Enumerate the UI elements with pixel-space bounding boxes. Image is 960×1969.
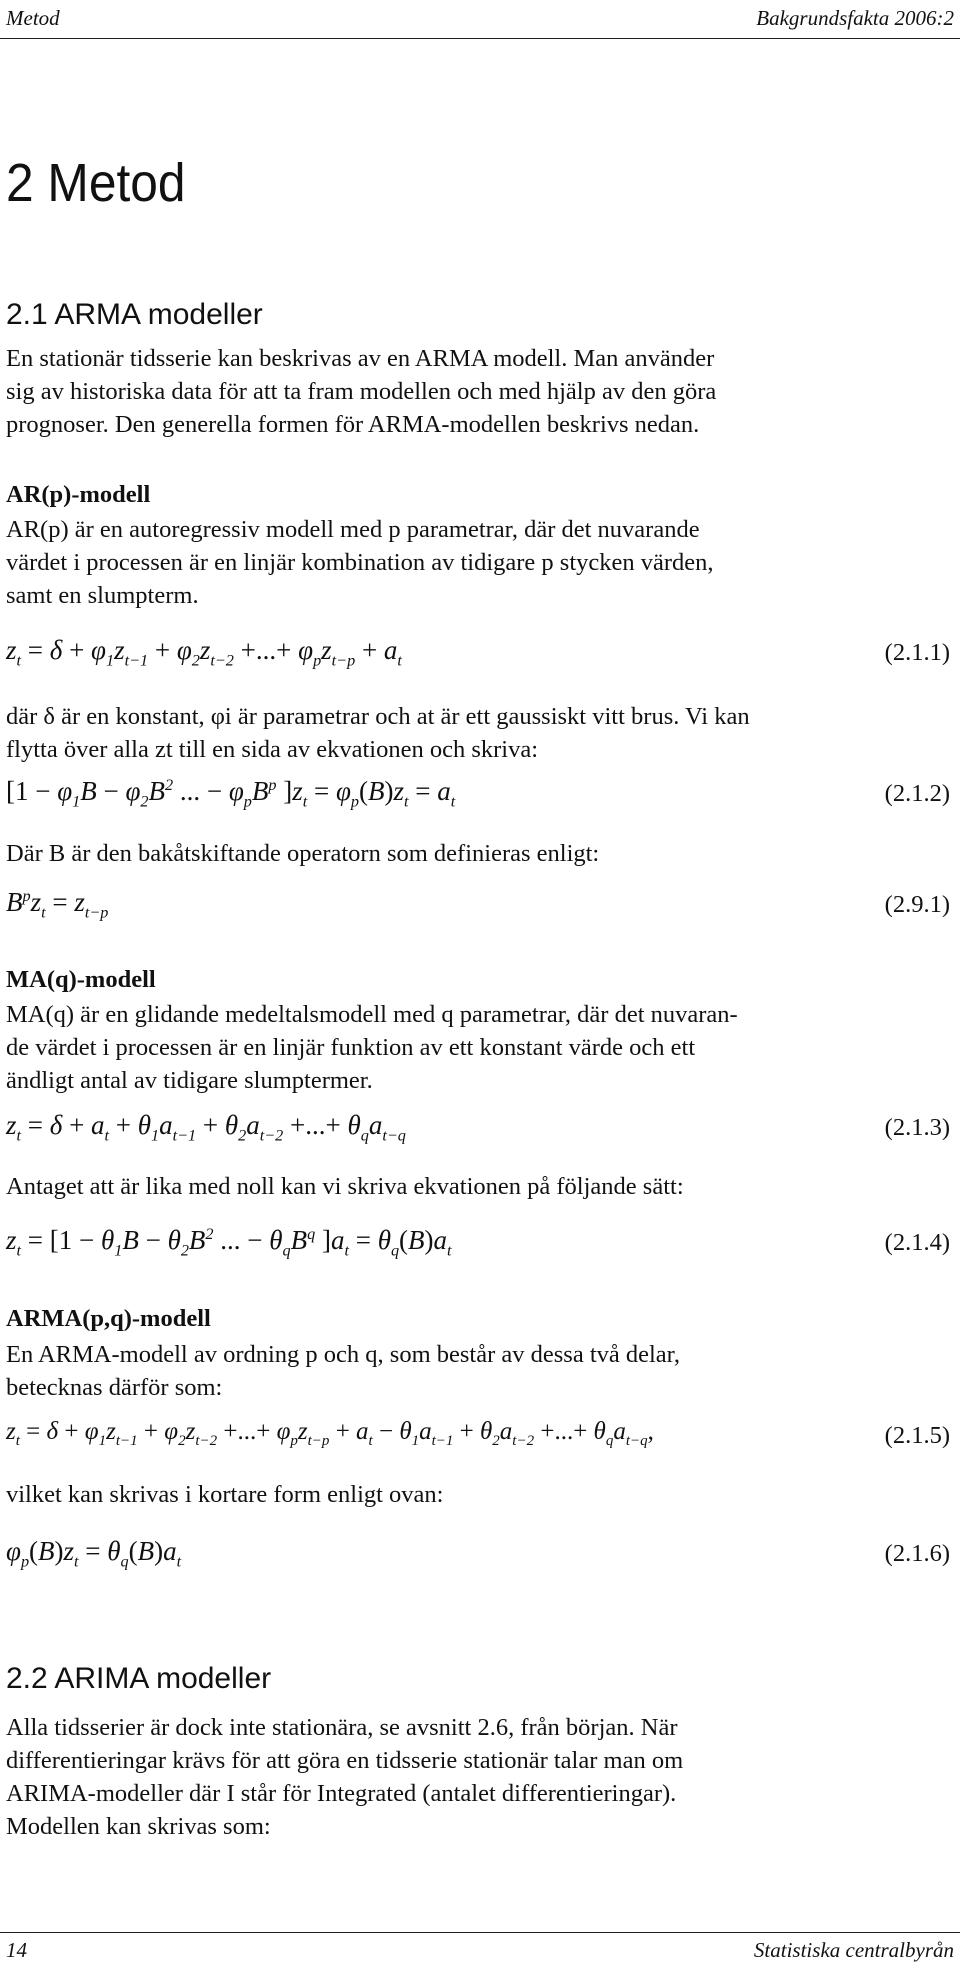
text-line: prognoser. Den generella formen för ARMA-modellen beskrivs nedan. bbox=[6, 411, 700, 438]
equation-formula: $z_t = \delta + \varphi_1z_{t-1} + \varphi_2z_{t-2}$ +...+ $\varphi_pz_{t-p} + a_t - \theta_1a_{t-1} + \theta_2a_{t-2}$ +...+ $\theta_qa_{t-q}$, bbox=[6, 1418, 654, 1449]
text-line: Alla tidsserier är dock inte stationära, se avsnitt 2.6, från början. När bbox=[6, 1714, 678, 1741]
text-line: En stationär tidsserie kan beskrivas av en ARMA modell. Man använder bbox=[6, 345, 715, 372]
text-line: samt en slumpterm. bbox=[6, 582, 199, 609]
equation-formula: $z_t = \delta + \varphi_1z_{t-1} + \varphi_2z_{t-2}$ +...+ $\varphi_pz_{t-p} + a_t$ bbox=[6, 635, 402, 670]
footer-rule bbox=[0, 1932, 960, 1933]
text-line: ändligt antal av tidigare slumptermer. bbox=[6, 1067, 373, 1094]
ar-noise-paragraph bbox=[6, 700, 950, 766]
arima-paragraph bbox=[6, 1711, 950, 1843]
equation-formula: [$1 - \varphi_1B - \varphi_2B^2$ ... − $\varphi_pB^p$ ]$z_t = \varphi_p(B)z_t = a_t$ bbox=[6, 776, 456, 811]
equation-2-1-5 bbox=[6, 1418, 950, 1458]
publisher-name: Statistiska centralbyrån bbox=[753, 1938, 954, 1962]
ma-assumption-paragraph: Antaget att är lika med noll kan vi skriva ekvationen på följande sätt: bbox=[6, 1173, 684, 1200]
equation-number: (2.1.2) bbox=[884, 780, 950, 807]
text-line: En ARMA-modell av ordning p och q, som består av dessa två delar, bbox=[6, 1341, 680, 1368]
equation-number: (2.1.3) bbox=[884, 1114, 950, 1141]
equation-2-1-1 bbox=[6, 635, 950, 675]
text-line: ARIMA-modeller där I står för Integrated (antalet differentieringar). bbox=[6, 1780, 677, 1807]
equation-2-1-2 bbox=[6, 776, 950, 816]
equation-number: (2.1.1) bbox=[884, 639, 950, 666]
equation-number: (2.1.5) bbox=[884, 1422, 950, 1449]
equation-2-9-1 bbox=[6, 887, 950, 927]
chapter-title: 2 Metod bbox=[6, 153, 186, 213]
section-title-arma: 2.1 ARMA modeller bbox=[6, 298, 263, 331]
equation-formula: $B^pz_t = z_{t-p}$ bbox=[6, 887, 109, 922]
text-line: AR(p) är en autoregressiv modell med p parametrar, där det nuvarande bbox=[6, 516, 700, 543]
running-header-left: Metod bbox=[6, 6, 60, 30]
arma-intro-paragraph bbox=[6, 342, 950, 441]
text-line: betecknas därför som: bbox=[6, 1374, 223, 1401]
ar-model-description bbox=[6, 513, 950, 612]
equation-formula: $z_t = \delta + a_t + \theta_1a_{t-1} + \theta_2a_{t-2}$ +...+ $\theta_qa_{t-q}$ bbox=[6, 1110, 406, 1145]
header-rule bbox=[0, 38, 960, 39]
equation-formula: $z_t = [1 - \theta_1B - \theta_2B^2$ ... − $\theta_qB^q$ ]$a_t = \theta_q(B)a_t$ bbox=[6, 1225, 452, 1260]
text-line: flytta över alla zt till en sida av ekvationen och skriva: bbox=[6, 736, 539, 763]
equation-number: (2.1.6) bbox=[884, 1540, 950, 1567]
equation-number: (2.1.4) bbox=[884, 1229, 950, 1256]
equation-formula: $\varphi_p(B)z_t = \theta_q(B)a_t$ bbox=[6, 1536, 182, 1571]
backshift-paragraph: Där B är den bakåtskiftande operatorn som definieras enligt: bbox=[6, 840, 600, 867]
text-line: differentieringar krävs för att göra en tidsserie stationär talar man om bbox=[6, 1747, 684, 1774]
ma-model-description bbox=[6, 998, 950, 1097]
text-line: MA(q) är en glidande medeltalsmodell med q parametrar, där det nuvaran- bbox=[6, 1001, 738, 1028]
equation-2-1-6 bbox=[6, 1536, 950, 1576]
equation-2-1-3 bbox=[6, 1110, 950, 1150]
text-line: de värdet i processen är en linjär funktion av ett konstant värde och ett bbox=[6, 1034, 696, 1061]
text-line: Modellen kan skrivas som: bbox=[6, 1813, 271, 1840]
text-line: sig av historiska data för att ta fram modellen och med hjälp av den göra bbox=[6, 378, 717, 405]
section-title-arima: 2.2 ARIMA modeller bbox=[6, 1662, 272, 1695]
ma-model-heading: MA(q)-modell bbox=[6, 966, 156, 993]
arma-model-description bbox=[6, 1338, 950, 1404]
text-line: där δ är en konstant, φi är parametrar och at är ett gaussiskt vitt brus. Vi kan bbox=[6, 703, 750, 730]
page-number: 14 bbox=[6, 1938, 27, 1962]
arma-model-heading: ARMA(p,q)-modell bbox=[6, 1305, 211, 1332]
equation-2-1-4 bbox=[6, 1225, 950, 1265]
text-line: värdet i processen är en linjär kombination av tidigare p stycken värden, bbox=[6, 549, 714, 576]
equation-number: (2.9.1) bbox=[884, 891, 950, 918]
arma-shortform-paragraph: vilket kan skrivas i kortare form enligt ovan: bbox=[6, 1481, 444, 1508]
running-header-right: Bakgrundsfakta 2006:2 bbox=[756, 6, 954, 30]
ar-model-heading: AR(p)-modell bbox=[6, 481, 151, 508]
